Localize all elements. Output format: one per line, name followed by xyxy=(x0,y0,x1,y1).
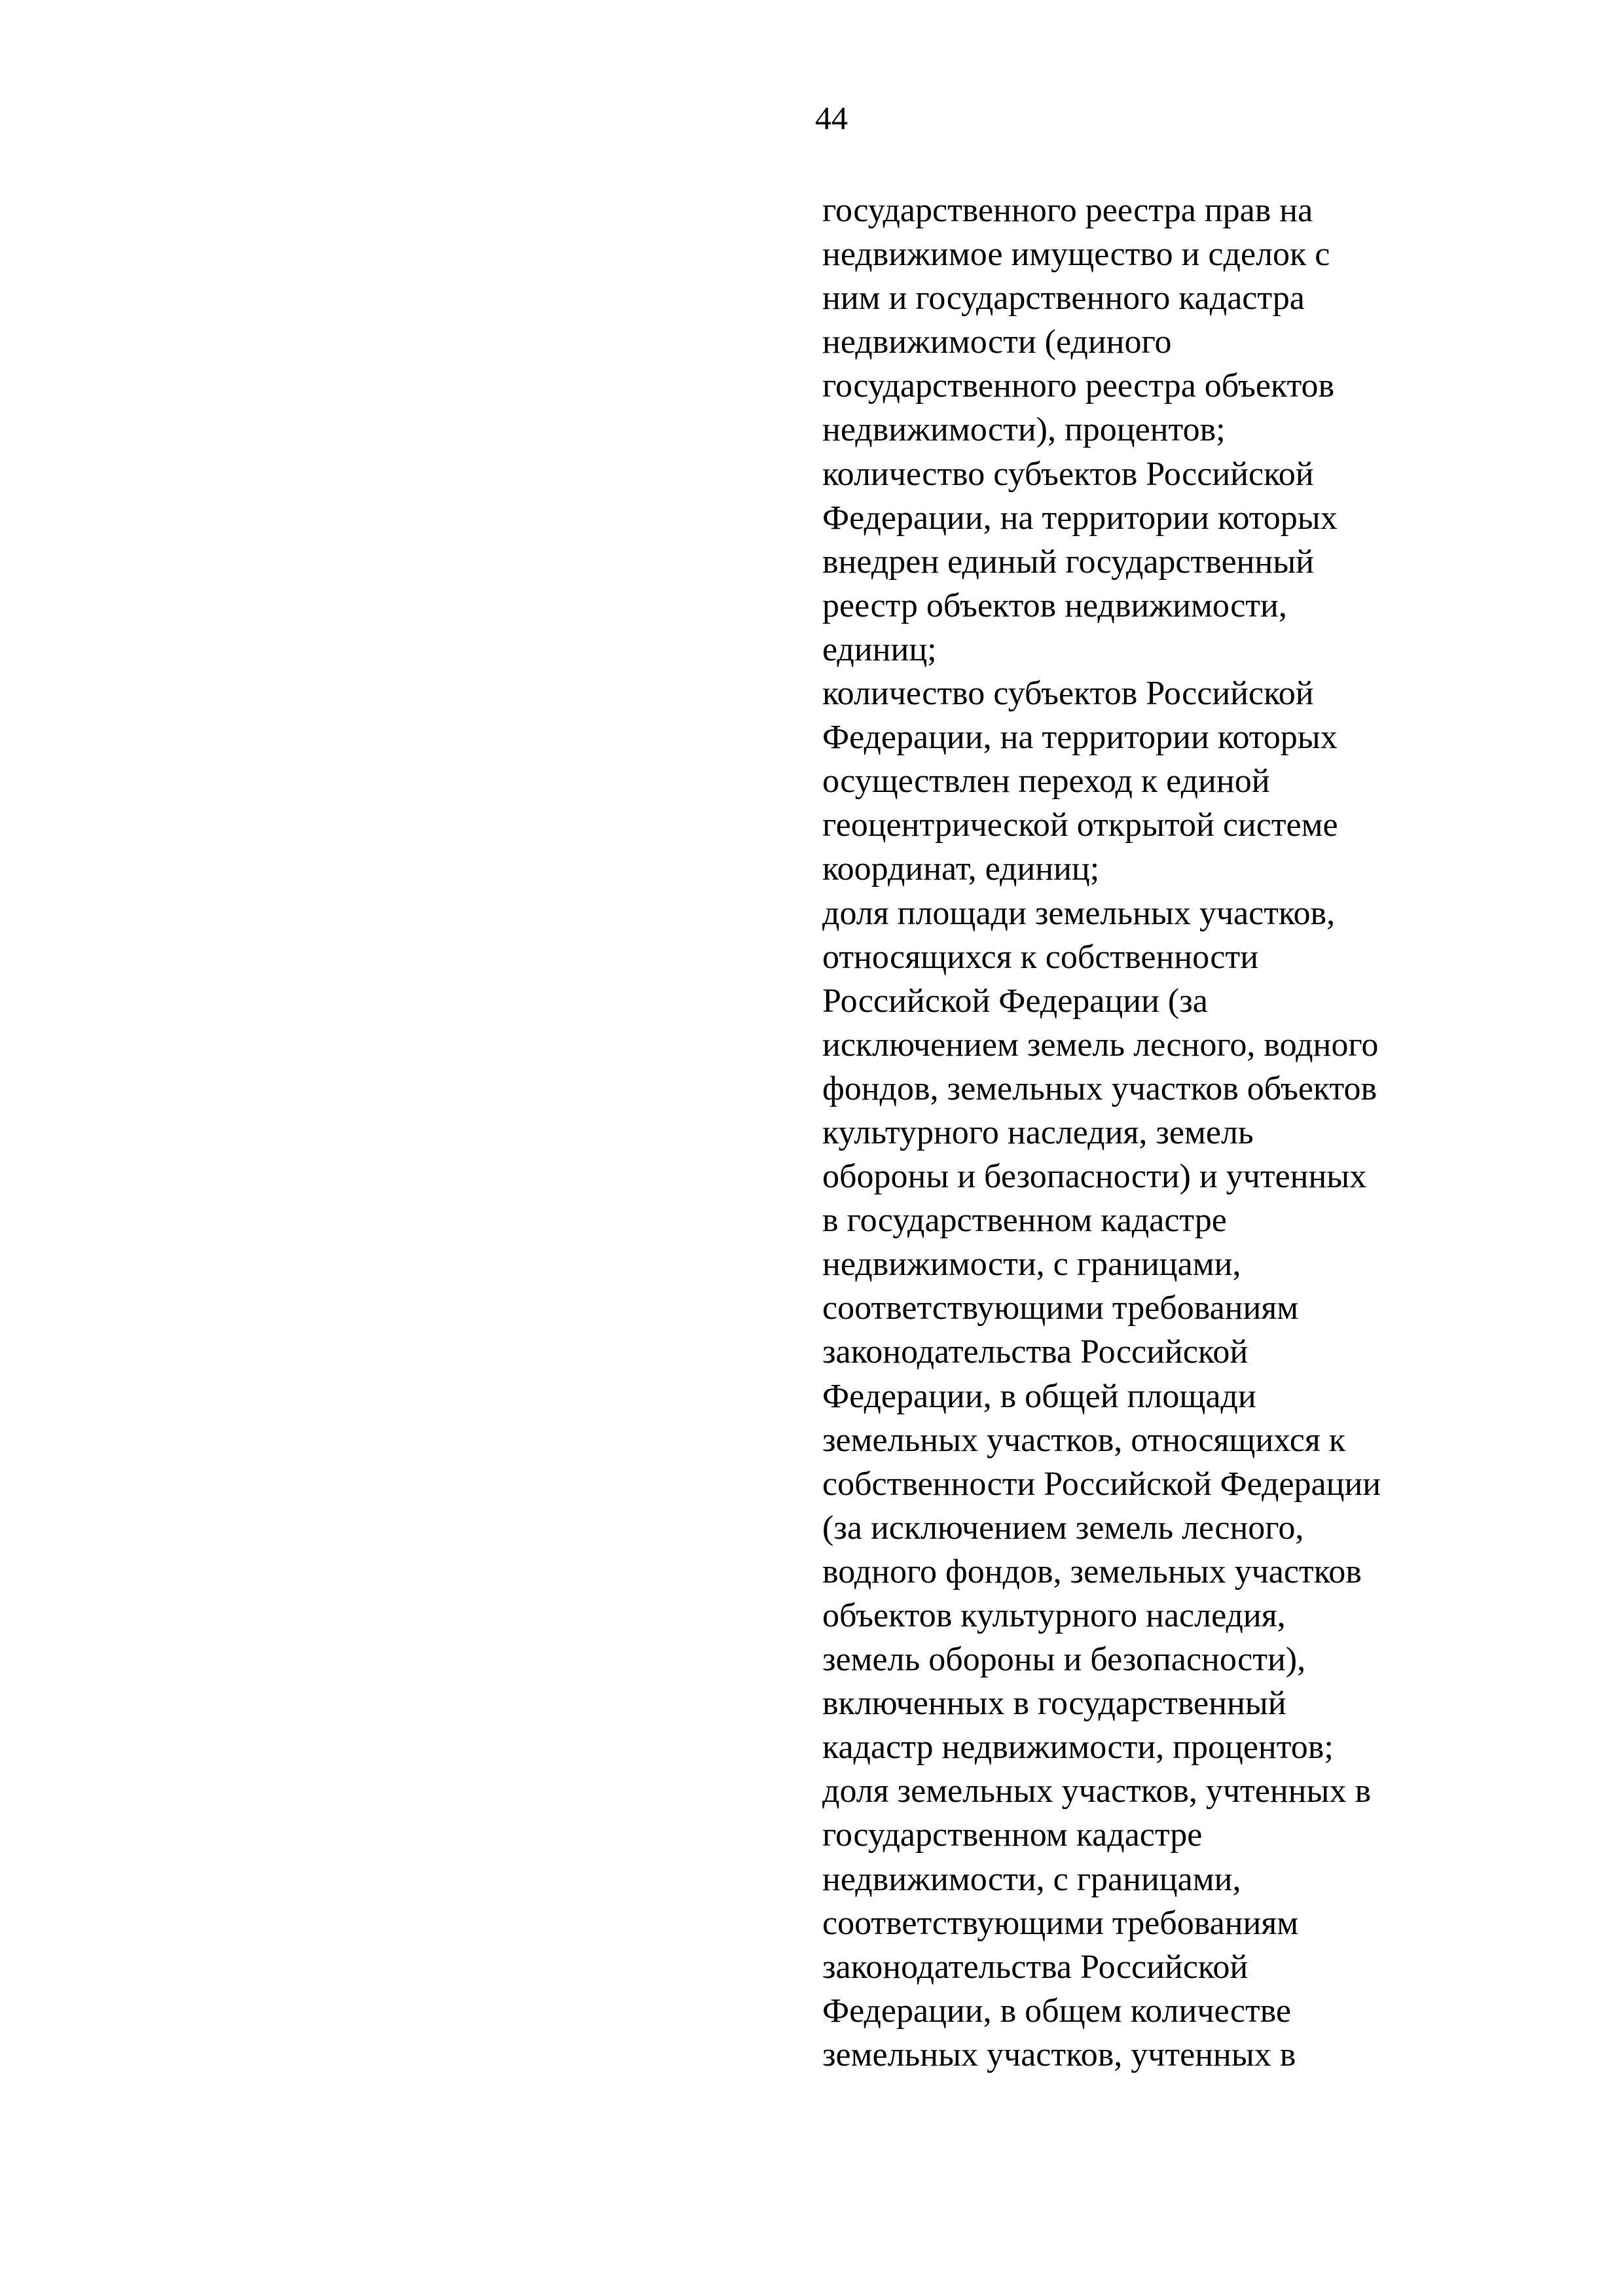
text-line: исключением земель лесного, водного xyxy=(822,1026,1379,1064)
page-number: 44 xyxy=(815,99,848,136)
text-line: Российской Федерации (за xyxy=(822,982,1208,1020)
text-line: государственном кадастре xyxy=(822,1816,1203,1854)
text-line: осуществлен переход к единой xyxy=(822,762,1270,800)
text-line: включенных в государственный xyxy=(822,1685,1286,1723)
text-line: законодательства Российской xyxy=(822,1333,1249,1371)
text-line: соответствующими требованиям xyxy=(822,1289,1299,1327)
text-line: Федерации, на территории которых xyxy=(822,719,1338,757)
text-line: ним и государственного кадастра xyxy=(822,279,1305,317)
text-line: геоцентрической открытой системе xyxy=(822,806,1338,844)
text-line: водного фондов, земельных участков xyxy=(822,1552,1362,1590)
text-line: законодательства Российской xyxy=(822,1948,1249,1986)
document-text-column xyxy=(822,188,1516,2077)
text-line: земельных участков, относящихся к xyxy=(822,1421,1346,1459)
text-line: количество субъектов Российской xyxy=(822,675,1314,713)
text-line: культурного наследия, земель xyxy=(822,1113,1254,1151)
text-line: фондов, земельных участков объектов xyxy=(822,1069,1377,1107)
text-line: внедрен единый государственный xyxy=(822,543,1314,581)
text-line: обороны и безопасности) и учтенных xyxy=(822,1158,1367,1196)
text-line: недвижимости), процентов; xyxy=(822,411,1226,449)
text-line: (за исключением земель лесного, xyxy=(822,1509,1304,1547)
text-line: кадастр недвижимости, процентов; xyxy=(822,1729,1334,1767)
text-line: недвижимости, с границами, xyxy=(822,1246,1241,1283)
text-line: объектов культурного наследия, xyxy=(822,1597,1286,1634)
text-line: количество субъектов Российской xyxy=(822,455,1314,493)
text-line: собственности Российской Федерации xyxy=(822,1465,1381,1503)
text-line: недвижимости (единого xyxy=(822,323,1172,361)
text-line: реестр объектов недвижимости, xyxy=(822,586,1287,624)
text-line: Федерации, в общей площади xyxy=(822,1377,1256,1415)
text-line: Федерации, на территории которых xyxy=(822,499,1338,537)
text-line: земельных участков, учтенных в xyxy=(822,2036,1296,2073)
text-line: единиц; xyxy=(822,630,937,668)
text-line: соответствующими требованиям xyxy=(822,1904,1299,1942)
text-line: относящихся к собственности xyxy=(822,938,1259,976)
text-line: в государственном кадастре xyxy=(822,1202,1227,1240)
text-line: государственного реестра прав на xyxy=(822,192,1313,229)
text-line: доля площади земельных участков, xyxy=(822,894,1336,932)
text-line: координат, единиц; xyxy=(822,850,1100,888)
text-line: земель обороны и безопасности), xyxy=(822,1641,1306,1679)
text-line: государственного реестра объектов xyxy=(822,367,1335,405)
text-line: доля земельных участков, учтенных в xyxy=(822,1772,1371,1810)
text-line: недвижимости, с границами, xyxy=(822,1860,1241,1898)
text-line: недвижимое имущество и сделок с xyxy=(822,236,1330,274)
text-line: Федерации, в общем количестве xyxy=(822,1992,1291,2030)
